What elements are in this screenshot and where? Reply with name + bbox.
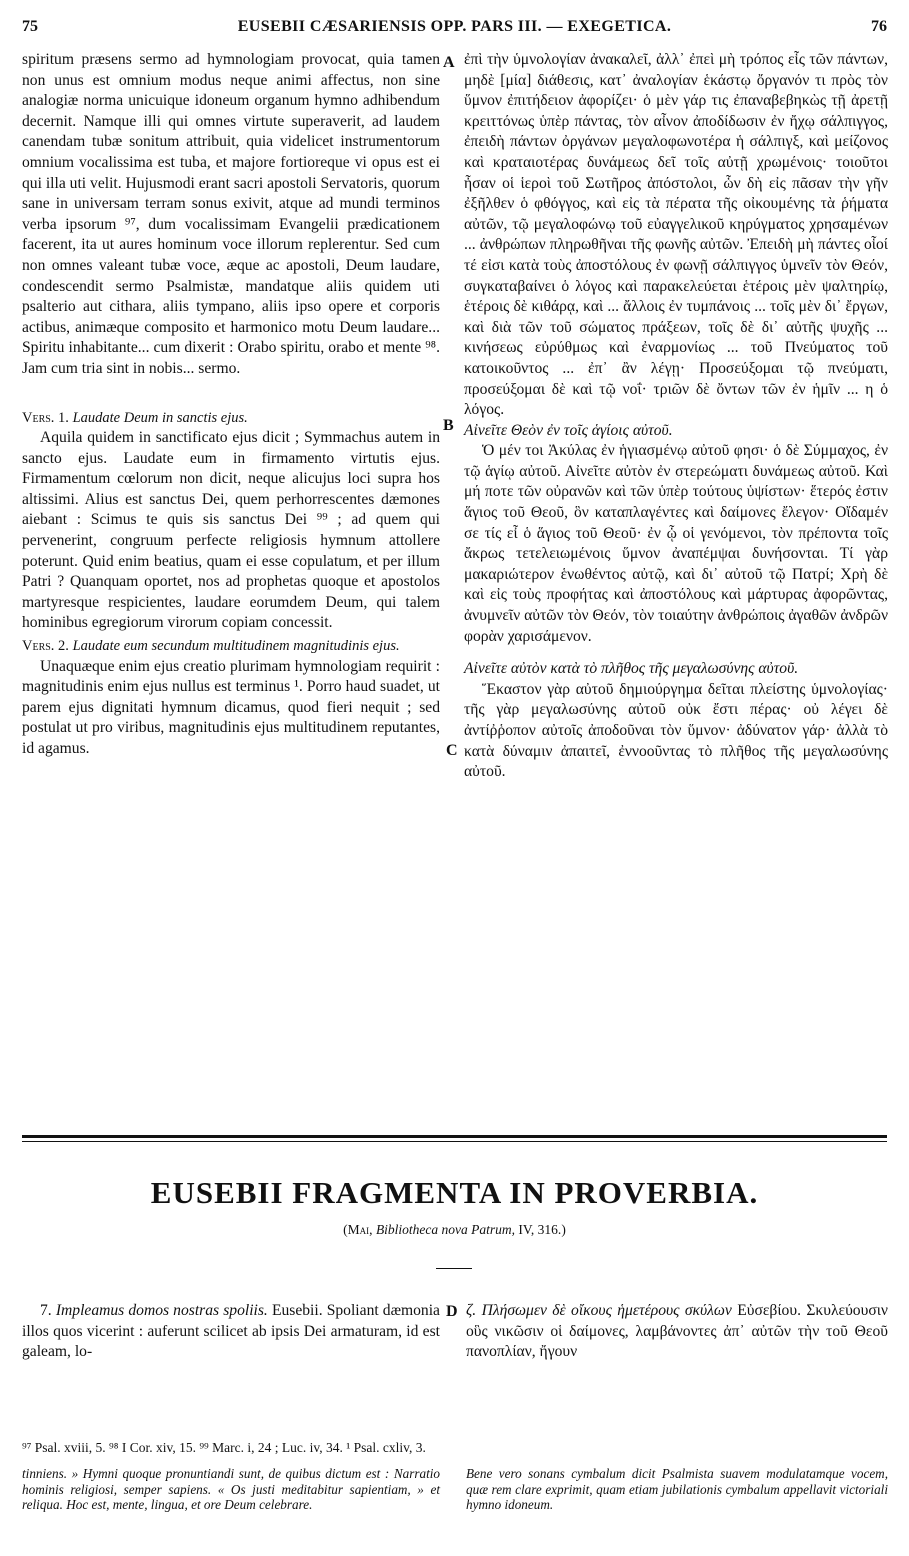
verse-1-label: Vers. 1. [22,409,69,426]
verse-2-text: Laudate eum secundum multitudinem magnitudinis ejus. [72,638,400,655]
proverb-greek-title: ζ. Πλήσωμεν δὲ οἴκους ἡμετέρους σκύλων [466,1302,732,1319]
note-right-text: Bene vero sonans cymbalum dicit Psalmista suavem modulatamque vocem, quæ rem clare exprimit, quam etiam jubilationis cymbalum appellavit victoriali hymno idoneum. [466,1466,888,1513]
latin-paragraph-1: spiritum præsens sermo ad hymnologiam provocat, quia tamen non unus est omnium modus neque animi affectus, non sine analogiæ norma unicuique idoneum organum hymno adhibendum decernit. Namque illi qui omnes virtute superaverit, ad laudem canendam tubæ sonitum attribuit, quia videlicet instrumentorum omnium vocalissima est tuba, et majore fortioreque vi opus est ei qui illa uti velit. Hujusmodi erant sacri apostoli Servatoris, quorum sane in universam terram sonus exivit, atque ad mundi terminos verba ipsorum ⁹⁷, dum vocalissimam Evangelii prædicationem facerent, ita ut aures hominum voce illorum replerentur. Sed cum non omnes valeant tubæ voce, æque ac apostoli, Deum laudare, condescendit sermo Psalmistæ, mandatque aliis quidem uti psalterio aut cithara, aliis tympano, aliis ipso opere et corporis actibus, animæque composito et harmonico motu Deum laudare... Spiritu inhabitante... cum dixerit : Orabo spiritu, orabo et mente ⁹⁸. Jam cum tria sint in nobis... sermo. [22,51,440,377]
margin-letter-c: C [446,742,458,759]
greek-paragraph-3: Ἕκαστον γὰρ αὐτοῦ δημιούργημα δεῖται πλείστης ὑμνολογίας· τῆς γὰρ μεγαλωσύνης αὐτοῦ οὐκ ἔστι πέρας· οὐ λέγει δὲ ἀντίῤῥοπον αὐτοῖς ἀποδοῦναι τὸν ὕμνον· ἀδύνατον γάρ· ἀλλὰ τὸ κατὰ δύναμιν ἀπαιτεῖ, ἐννοοῦντας τὸ πλῆθος τῆς μεγαλωσύνης αὐτοῦ. [464,680,888,781]
latin-paragraph-2: Aquila quidem in sanctificato ejus dicit ; Symmachus autem in sancto ejus. Laudate eum in firmamento virtutis ejus. Firmamentum cœlorum non dicit, neque alicujus loci supra hos altissimi. Alius est sanctus Dei, quem perhorrescentes dæmones aiebant : Scimus te quis sis sanctus Dei ⁹⁹ ; ad quem qui pervenerint, congruum perfecte religiosis hymnum attollere poterunt. Quid enim beatius, quam ei esse copulatum, et per illum Patri ? Quanquam oportet, nos ad prophetas quoque et apostolos martyresque respicientes, laudare eorumdem Deum, qui talem hominibus egregiorum virorum copiam concessit. [22,429,440,632]
note-left-text: tinniens. » Hymni quoque pronuntiandi sunt, de quibus dictum est : Narratio hominis religiosi, semper sapiens. « Os justi meditabitur sapientiam, » et reliqua. Hoc est, mente, lingua, et ore Deum celebrare. [22,1466,440,1513]
greek-paragraph-1: ἐπὶ τὴν ὑμνολογίαν ἀνακαλεῖ, ἀλλ᾽ ἐπεὶ μὴ τρόπος εἷς τῶν πάντων, μηδὲ [μία] διάθεσις, κατ᾽ ἀναλογίαν ἑκάστῳ ὄργανόν τι πρὸς τὸν ὕμνον ἐπιτήδειον ἀφορίζει· ὁ μὲν γάρ τις ἐπαναβεβηκὼς τῇ ἀρετῇ κρειττόνως ὑπὲρ πάντας, τὸν αἶνον ἀποδίδωσιν ἐν ἤχῳ σάλπιγγος, ἐπειδὴ πάντων ὀργάνων μεγαλοφωνοτέρα ἡ σάλπιγξ, καὶ μείζονος καὶ κραταιοτέρας δυνάμεως δεῖ τοῖς αὐτῇ χρωμένοις· τοιοῦτοι ἦσαν οἱ ἱεροὶ τοῦ Σωτῆρος ἀπόστολοι, ὧν δὴ εἰς πᾶσαν τὴν γῆν ἐξῆλθεν ὁ φθόγγος, καὶ εἰς τὰ πέρατα τῆς οἰκουμένης τὰ ῥήματα αὐτῶν, τῷ μεγαλοφώνῳ τοῦ εὐαγγελικοῦ κηρύγματος χρησαμένων ... ἀνθρώπων πληρωθῆναι τῆς φωνῆς αὐτῶν. Ἐπειδὴ μὴ πάντες οἷοί τέ εἰσι κατὰ τοὺς ἀποστόλους ἐν φωνῇ σάλπιγγος ὑμνεῖν τὸν Θεόν, συγκαταβαίνει ὁ λόγος καὶ παρακελεύεται ἑτέροις μὲν ψαλτηρίῳ, ἑτέροις δὲ κιθάρᾳ, καὶ ... ἄλλοις ἐν τυμπάνοις ... τοῖς μὲν δι᾽ ἔργων, καὶ διὰ τῶν τοῦ σώματος πράξεων, τοῖς δὲ δι᾽ αὐτῆς ψυχῆς ... κινήσεως εὐρύθμως καὶ ἐναρμονίως ... τοῦ Πνεύματος τοῦ κατοικοῦντος ... ἐπ᾽ ἂν λέγῃ· Προσεύξομαι τῷ πνεύματι, προσεύξομαι δὲ καὶ τῷ νοΐ· τριῶν δὲ ὄντων τῶν ἐν ἡμῖν ... η ὁ λόγος. [464,51,888,419]
proverb-latin-title: Impleamus domos nostras spoliis. [55,1302,268,1319]
page-number-left: 75 [22,18,38,35]
proverb-number: 7. [40,1302,52,1319]
greek-heading-1: Αἰνεῖτε Θεὸν ἐν τοῖς ἁγίοις αὐτοῦ. [464,421,673,439]
margin-letter-a: A [443,54,455,71]
verse-2-heading [22,636,440,657]
page-number-right: 76 [871,18,887,35]
verse-2-label: Vers. 2. [22,638,69,655]
title-divider [436,1268,472,1269]
proverb-latin-text: Eusebii. Spoliant dæmonia illos quos vicerint : auferunt scilicet ab ipsis Dei armaturam, id est galeam, lo- [22,1302,440,1361]
proverbs-greek [466,1301,888,1363]
source-location: IV, 316. [518,1222,562,1237]
verse-1-text: Laudate Deum in sanctis ejus. [72,409,248,426]
fragment-source: (Mai, Bibliotheca nova Patrum, IV, 316.) [343,1222,566,1237]
greek-paragraph-2: Ὁ μέν τοι Ἀκύλας ἐν ἡγιασμένῳ αὐτοῦ φησι· ὁ δὲ Σύμμαχος, ἐν τῷ ἁγίῳ αὐτοῦ. Αἰνεῖτε αὐτὸν ἐν στερεώματι δυνάμεως αὐτοῦ. Καὶ μή ποτε τῶν οὐρανῶν καὶ τῶν ὑπὲρ τούτους ὑψίστων· ἕτερός ἐστιν ἅγιος τοῦ Θεοῦ, ὃν καταπλαγέντες καὶ δαίμονες ἔλεγον· Οἴδαμέν σε τίς εἶ ὁ ἅγιος τοῦ Θεοῦ· ἐν ᾧ οἱ γενόμενοι, τὸν πρέποντα τοῖς ἄκρως τετελειωμένοις ὕμνον ἀναπέμψαι δυνήσονται. Τί γὰρ μακαριώτερον ἑνωθέντος αὐτῷ, καὶ δι᾽ αὐτοῦ τῷ Πατρί; Χρὴ δὲ καὶ εἰς τοὺς προφήτας καὶ ἀποστόλους καὶ μάρτυρας ἀφορῶντας, ἀνυμνεῖν αὐτῶν τὸν Θεόν, τὸν τοιαύτην ἀνθρώποις ἀγαθῶν ἀνδρῶν φορὰν χαρισάμενον. [464,442,888,645]
section-rule-thick [22,1135,887,1138]
greek-heading-2: Αἰνεῖτε αὐτὸν κατὰ τὸ πλῆθος τῆς μεγαλωσύνης αὐτοῦ. [464,660,799,678]
note-right [466,1466,888,1513]
proverbs-latin [22,1301,440,1363]
source-author: Mai, [347,1222,373,1237]
proverb-greek-text: Εὐσεβίου. Σκυλεύουσιν οὓς νικῶσιν οἱ δαίμονες, λαμβάνοντες ἀπ᾽ αὐτῶν τὴν τοῦ Θεοῦ πανοπλίαν, ἤγουν [466,1302,888,1361]
fragment-title: EUSEBII FRAGMENTA IN PROVERBIA. [150,1175,759,1210]
running-title: EUSEBII CÆSARIENSIS OPP. PARS III. — EXEGETICA. [237,18,672,35]
note-left [22,1466,440,1513]
margin-letter-d: D [446,1303,458,1320]
source-work: Bibliotheca nova Patrum, [375,1222,516,1237]
page-header [22,18,887,44]
footnote-references: ⁹⁷ Psal. xviii, 5. ⁹⁸ I Cor. xiv, 15. ⁹⁹ Marc. i, 24 ; Luc. iv, 34. ¹ Psal. cxliv, 3. [22,1440,426,1455]
greek-column [464,50,888,783]
verse-1-heading [22,408,440,429]
section-rule-thin [22,1141,887,1142]
margin-letter-b: B [443,417,454,434]
latin-paragraph-3: Unaquæque enim ejus creatio plurimam hymnologiam requirit : magnitudinis enim ejus nullus est terminus ¹. Porro haud suadet, ut parem ejus dignitati hymnum dicamus, quod fieri nequit ; sed postulat ut pro viribus, magnitudinis ejus multitudinem reputantes, id agamus. [22,657,440,757]
latin-column [22,50,440,760]
